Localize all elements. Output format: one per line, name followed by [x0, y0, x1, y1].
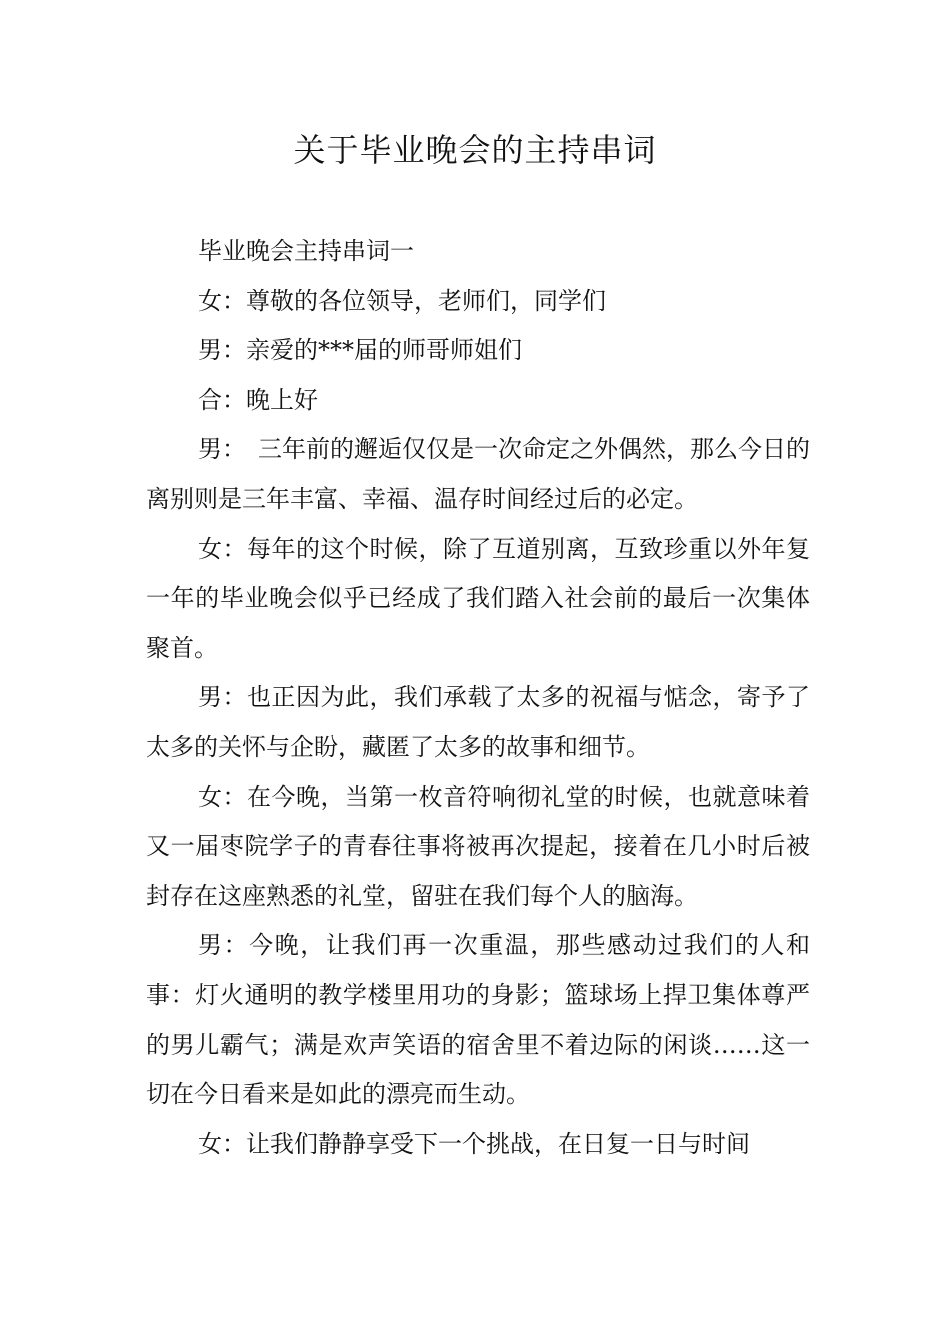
- paragraph: 合：晚上好: [198, 385, 318, 414]
- paragraph: 女：在今晚，当第一枚音符响彻礼堂的时候，也就意味着又一届枣院学子的青春往事将被再次提起，接着在几小时后被封存在这座熟悉的礼堂，留驻在我们每个人的脑海。: [146, 782, 810, 910]
- paragraph: 男：今晚，让我们再一次重温，那些感动过我们的人和事：灯火通明的教学楼里用功的身影；篮球场上捍卫集体尊严的男儿霸气；满是欢声笑语的宿舍里不着边际的闲谈……这一切在今日看来是如此的漂亮而生动。: [146, 931, 810, 1109]
- document-body: [146, 227, 810, 1169]
- paragraph: 男：也正因为此，我们承载了太多的祝福与惦念，寄予了太多的关怀与企盼，藏匿了太多的故事和细节。: [146, 683, 810, 761]
- paragraph: 男： 三年前的邂逅仅仅是一次命定之外偶然，那么今日的离别则是三年丰富、幸福、温存时间经过后的必定。: [146, 435, 810, 513]
- paragraph: 女：让我们静静享受下一个挑战，在日复一日与时间: [198, 1129, 750, 1158]
- paragraph: 女：尊敬的各位领导，老师们，同学们: [198, 286, 606, 315]
- paragraph: 男：亲爱的***届的师哥师姐们: [198, 336, 522, 365]
- document-title: 关于毕业晚会的主持串词: [293, 131, 657, 169]
- paragraph: 毕业晚会主持串词一: [198, 237, 414, 265]
- paragraph: 女：每年的这个时候，除了互道别离，互致珍重以外年复一年的毕业晚会似乎已经成了我们踏入社会前的最后一次集体聚首。: [146, 534, 810, 662]
